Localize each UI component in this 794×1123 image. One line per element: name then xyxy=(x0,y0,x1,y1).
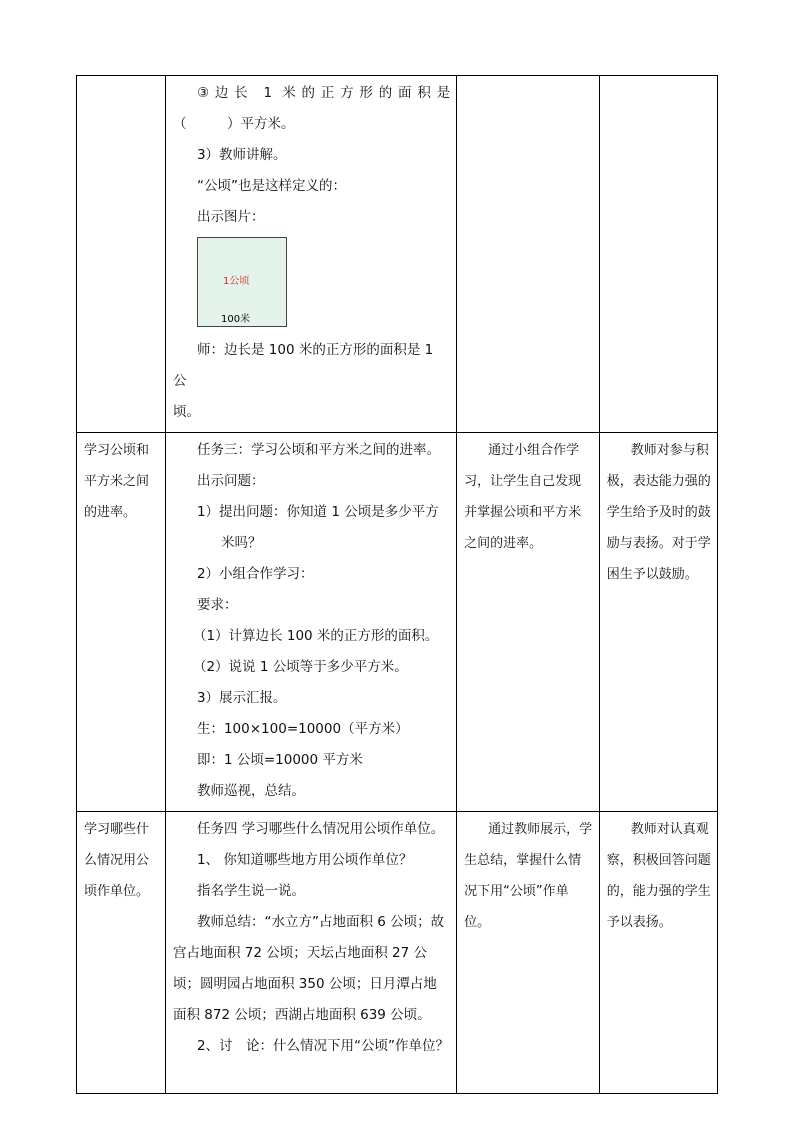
table-row xyxy=(77,812,718,1094)
evaluation-text: 教师对认真观察，积极回答问题的，能力强的学生予以表扬。 xyxy=(606,822,711,930)
paragraph: 指名学生说一说。 xyxy=(196,883,305,899)
intent-cell xyxy=(457,433,600,812)
evaluation-cell xyxy=(599,76,717,433)
topic-text: 学习哪些什么情况用公顷作单位。 xyxy=(84,822,150,899)
process-cell xyxy=(165,433,456,812)
paragraph: 出示问题： xyxy=(196,473,265,489)
paragraph: 要求： xyxy=(196,597,238,613)
paragraph: 生：100×100=10000（平方米） xyxy=(196,721,409,737)
paragraph: （2）说说 1 公顷等于多少平方米。 xyxy=(192,659,408,675)
paragraph: 1、 你知道哪些地方用公顷作单位？ xyxy=(196,852,413,868)
evaluation-cell xyxy=(599,812,717,1094)
paragraph: 3）教师讲解。 xyxy=(196,147,287,163)
process-cell xyxy=(165,812,456,1094)
paragraph: 出示图片： xyxy=(196,209,265,225)
table-row xyxy=(77,433,718,812)
table-row xyxy=(77,76,718,433)
paragraph: 教师总结：“水立方”占地面积 6 公顷；故宫占地面积 72 公顷；天坛占地面积 27 公顷；圆明园占地面积 350 公顷；日月潭占地面积 872 公顷；西湖占地面积 639 公顷。 xyxy=(172,914,445,1023)
paragraph: 2、讨 论：什么情况下用“公顷”作单位？ xyxy=(196,1038,450,1054)
paragraph: ③边长 1 米的正方形的面积是 xyxy=(196,85,451,101)
paragraph: 2）小组合作学习： xyxy=(196,566,314,582)
paragraph: 顷。 xyxy=(172,404,200,420)
paragraph: 即：1 公顷=10000 平方米 xyxy=(196,752,363,768)
intent-text: 通过小组合作学习，让学生自己发现并掌握公顷和平方米之间的进率。 xyxy=(464,443,582,551)
paragraph: 任务三：学习公顷和平方米之间的进率。 xyxy=(196,442,440,458)
intent-text: 通过教师展示，学生总结，掌握什么情况下用“公顷”作单位。 xyxy=(464,822,593,930)
topic-cell xyxy=(77,76,166,433)
paragraph: 任务四 学习哪些什么情况用公顷作单位。 xyxy=(196,821,445,837)
topic-cell xyxy=(77,433,166,812)
figure-label: 1公顷 xyxy=(222,276,250,287)
topic-cell xyxy=(77,812,166,1094)
lesson-plan-table xyxy=(76,75,718,1094)
paragraph: （1）计算边长 100 米的正方形的面积。 xyxy=(192,628,439,644)
paragraph: 师：边长是 100 米的正方形的面积是 1 公 xyxy=(172,342,434,389)
paragraph: “公顷”也是这样定义的： xyxy=(196,178,346,194)
process-cell xyxy=(165,76,456,433)
evaluation-cell xyxy=(599,433,717,812)
paragraph: 1）提出问题：你知道 1 公顷是多少平方米吗？ xyxy=(196,504,439,551)
intent-cell xyxy=(457,812,600,1094)
topic-text: 学习公顷和平方米之间的进率。 xyxy=(84,443,150,520)
evaluation-text: 教师对参与积极，表达能力强的学生给予及时的鼓励与表扬。对于学困生予以鼓励。 xyxy=(606,443,711,582)
paragraph: （ ）平方米。 xyxy=(172,116,295,132)
paragraph: 3）展示汇报。 xyxy=(196,690,287,706)
hectare-figure xyxy=(197,237,287,327)
intent-cell xyxy=(457,76,600,433)
paragraph: 教师巡视，总结。 xyxy=(196,783,305,799)
figure-side-label: 100米 xyxy=(220,314,251,325)
